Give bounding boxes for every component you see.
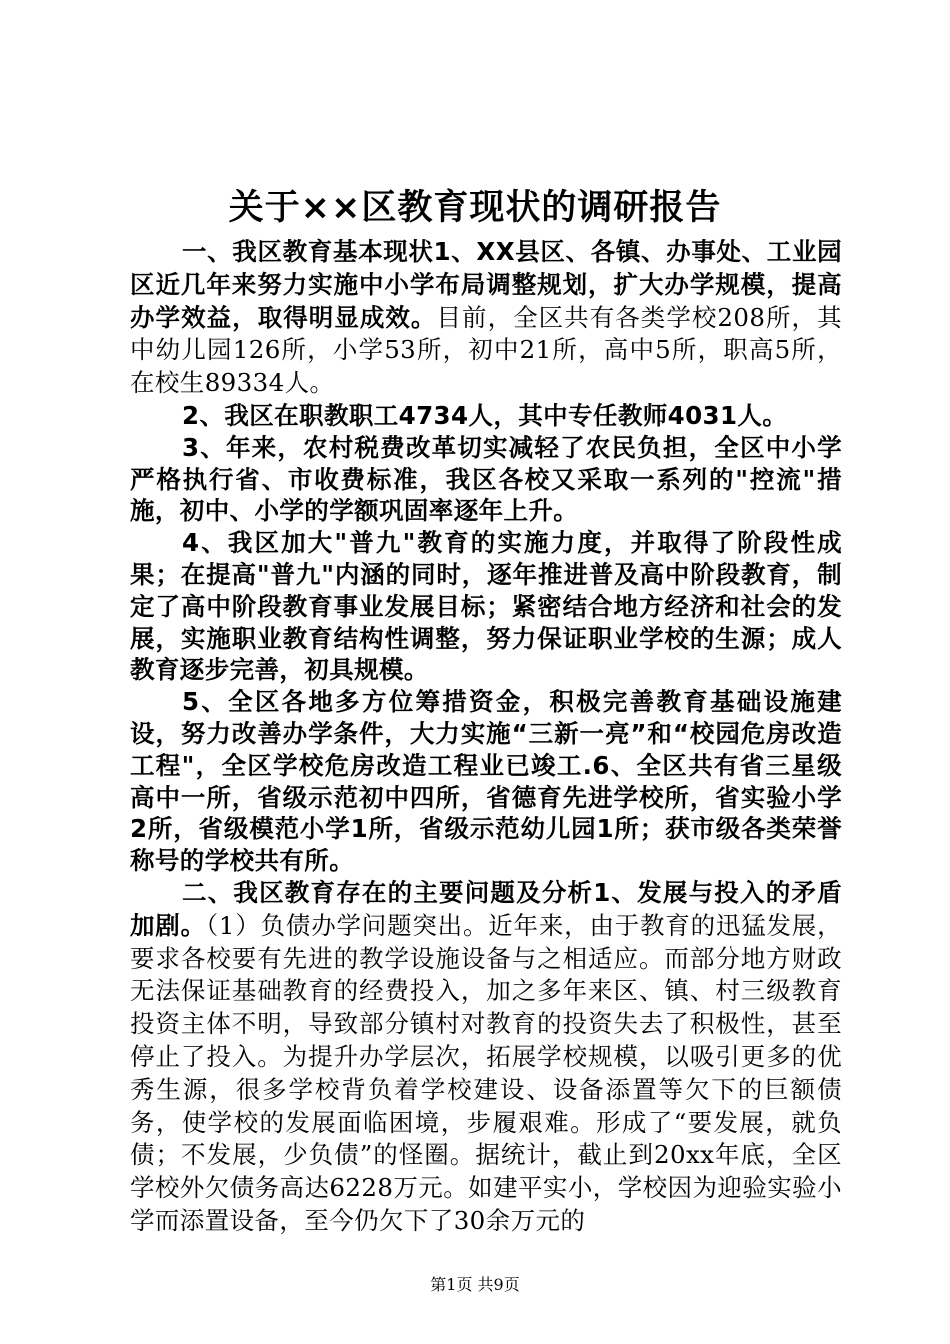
paragraph-6-regular-text: （1）负债办学问题突出。近年来，由于教育的迅猛发展，要求各校要有先进的教学设施设备与之相适应。而部分地方财政无法保证基础教育的经费投入，加之多年来区、镇、村三级教育投资主体不明，导致部分镇村对教育的投资失去了积极性，甚至停止了投入。为提升办学层次，拓展学校规模，以吸引更多的优秀生源，很多学校背负着学校建设、设备添置等欠下的巨额债务，使学校的发展面临困境，步履艰难。形成了“要发展，就负债；不发展，少负债”的怪圈。据统计，截止到20xx年底，全区学校外欠债务高达6228万元。如建平实小，学校因为迎验实验小学而添置设备，至今仍欠下了30余万元的: [130, 910, 842, 1235]
paragraph-1: [130, 236, 842, 400]
paragraph-4: 4、我区加大"普九"教育的实施力度，并取得了阶段性成果；在提高"普九"内涵的同时，逐年推进普及高中阶段教育，制定了高中阶段教育事业发展目标；紧密结合地方经济和社会的发展，实施职业教育结构性调整，努力保证职业学校的生源；成人教育逐步完善，初具规模。: [130, 528, 842, 685]
paragraph-2: 2、我区在职教职工4734人，其中专任教师4031人。: [182, 400, 788, 430]
page-footer: 第1页 共9页: [430, 1275, 520, 1294]
paragraph-3: 3、年来，农村税费改革切实减轻了农民负担，全区中小学严格执行省、市收费标准，我区各校又采取一系列的"控流"措施，初中、小学的学额巩固率逐年上升。: [130, 432, 842, 526]
paragraph-6-bold-text: 二、我区教育存在的主要问题及分析1、发展与投入的矛盾加剧。: [130, 877, 842, 940]
paragraph-1-regular-text: 目前，全区共有各类学校208所，其中幼儿园126所，小学53所，初中21所，高中5所，职高5所，在校生89334人。: [130, 302, 842, 398]
paragraph-1-bold-text: 一、我区教育基本现状1、XX县区、各镇、办事处、工业园区近几年来努力实施中小学布局调整规划，扩大办学规模，提高办学效益，取得明显成效。: [130, 237, 842, 332]
paragraph-6: [130, 877, 842, 1238]
paragraph-5: 5、全区各地多方位筹措资金，积极完善教育基础设施建设，努力改善办学条件，大力实施“三新一亮”和“校园危房改造工程"，全区学校危房改造工程业已竣工.6、全区共有省三星级高中一所，省级示范初中四所，省德育先进学校所，省实验小学2所，省级模范小学1所，省级示范幼儿园1所；获市级各类荣誉称号的学校共有所。: [130, 687, 842, 876]
document-title: 关于××区教育现状的调研报告: [228, 188, 722, 228]
document-body: [130, 236, 842, 1238]
